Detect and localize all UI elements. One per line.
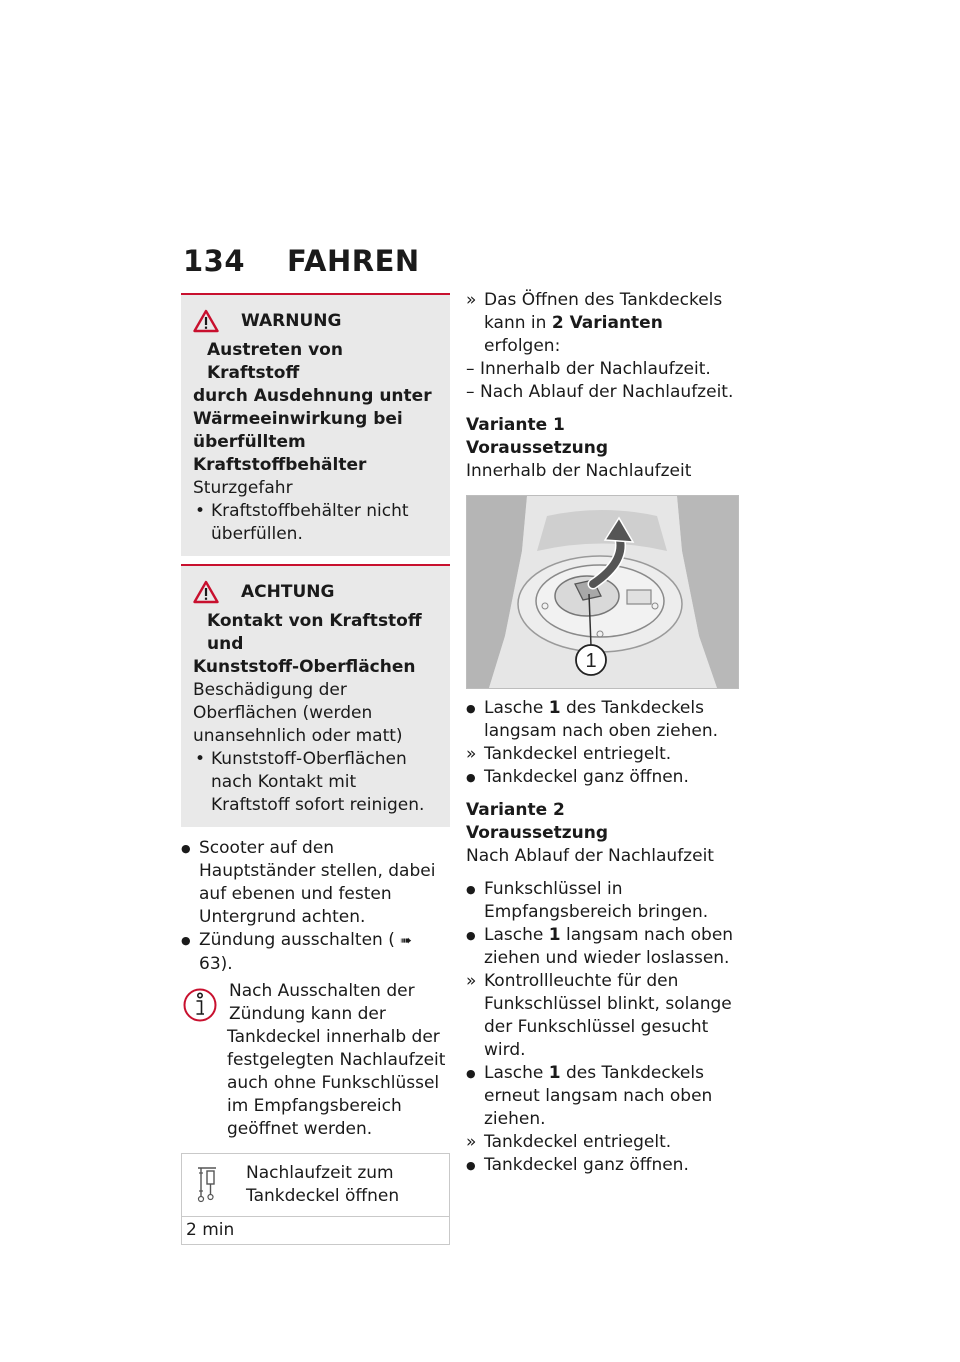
caution-hazard: Beschädigung der Oberflächen (werden unansehnlich oder matt) [193,680,403,746]
list-item: ● Lasche 1 langsam nach oben ziehen und wieder loslassen. [466,924,741,970]
caution-header [193,580,438,604]
page-number: 134 [183,244,246,278]
spec-value: 2 min [186,1220,235,1240]
variant-2-final [466,1154,741,1177]
variant-2-condition-label: Voraussetzung [466,823,609,843]
variant-2-title: Variante 2 [466,800,565,820]
list-item: ● Tankdeckel ganz öffnen. [466,1154,741,1177]
variant-1-title: Variante 1 [466,415,565,435]
intro-result [466,289,741,358]
variant-1-condition-label: Voraussetzung [466,438,609,458]
section-title: FAHREN [287,244,420,278]
warning-actions [193,500,438,546]
left-column [181,293,450,1245]
warning-triangle-icon [193,309,219,333]
list-item: » Tankdeckel entriegelt. [466,1131,741,1154]
info-text: Nach Ausschalten der Zündung kann der Tankdeckel innerhalb der festgelegten Nachlaufzeit auch ohne Funkschlüssel im Empfangsbereich geöffnet werden. [227,981,446,1139]
tank-cap-image [466,495,739,689]
right-column [466,289,741,1177]
page-reference-arrow-icon: ➠ [399,933,412,949]
spec-header [182,1154,449,1217]
variant-2-condition: Nach Ablauf der Nachlaufzeit [466,846,714,866]
caution-box [181,564,450,827]
procedure-steps [181,837,450,976]
warning-box [181,293,450,556]
spec-table [181,1153,450,1245]
list-item: • Kunststoff-Oberflächen nach Kontakt mit Kraftstoff sofort reinigen. [193,748,438,817]
list-item: ● Zündung ausschalten ( ➠63). [181,929,450,976]
variant-1-result [466,743,741,766]
spec-label: Nachlaufzeit zum Tankdeckel öffnen [246,1163,400,1206]
info-note [181,980,450,1141]
list-item: – Innerhalb der Nachlaufzeit. [466,358,741,381]
list-item: ● Tankdeckel ganz öffnen. [466,766,741,789]
variant-options [466,358,741,404]
page-header [183,244,420,278]
warning-title: Austreten von Kraftstoff durch Ausdehnung unter Wärmeeinwirkung bei überfülltem Kraftstoffbehälter [193,340,432,475]
list-item: • Kraftstoffbehälter nicht überfüllen. [193,500,438,546]
tank-cap-illustration [467,496,738,688]
variant-1-condition: Innerhalb der Nachlaufzeit [466,461,692,481]
measurement-icon [196,1164,218,1204]
variant-2-steps [466,878,741,970]
caution-actions [193,748,438,817]
list-item: » Das Öffnen des Tankdeckels kann in 2 Varianten erfolgen: [466,289,741,358]
variant-2-result-2 [466,1131,741,1154]
list-item: » Tankdeckel entriegelt. [466,743,741,766]
variant-1 [466,414,741,483]
warning-triangle-icon [193,580,219,604]
warning-label: WARNUNG [241,310,342,331]
page-reference[interactable]: 63 [199,954,221,974]
warning-hazard: Sturzgefahr [193,478,293,498]
list-item: ● Funkschlüssel in Empfangsbereich bringen. [466,878,741,924]
info-icon [183,984,217,1024]
warning-header [193,309,438,333]
variant-2 [466,799,741,868]
image-callout-label: 1 [585,650,597,672]
variant-1-steps [466,697,741,743]
list-item: ● Lasche 1 des Tankdeckels erneut langsam nach oben ziehen. [466,1062,741,1131]
list-item: – Nach Ablauf der Nachlaufzeit. [466,381,741,404]
caution-label: ACHTUNG [241,581,335,602]
variant-1-final [466,766,741,789]
list-item: ● Scooter auf den Hauptständer stellen, dabei auf ebenen und festen Untergrund achten. [181,837,450,929]
list-item: ● Lasche 1 des Tankdeckels langsam nach oben ziehen. [466,697,741,743]
caution-title: Kontakt von Kraftstoff und Kunststoff-Oberflächen [193,611,422,677]
variant-2-result-1 [466,970,741,1062]
variant-2-steps-2 [466,1062,741,1131]
list-item: » Kontrollleuchte für den Funkschlüssel blinkt, solange der Funkschlüssel gesucht wird. [466,970,741,1062]
